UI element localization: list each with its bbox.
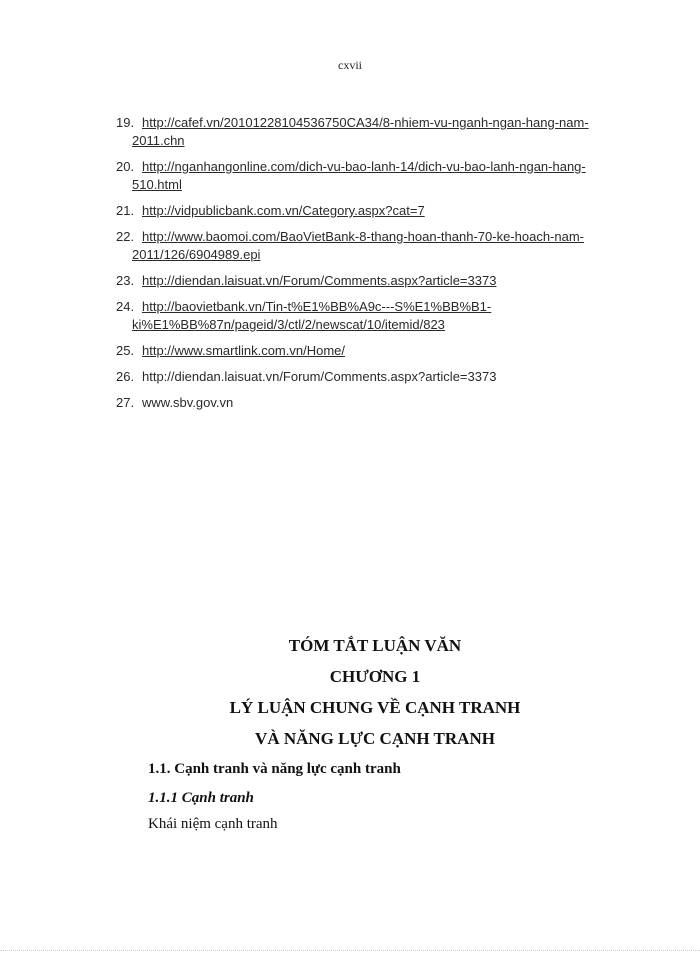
section-1-1-1-heading: 1.1.1 Cạnh tranh <box>148 790 254 806</box>
reference-link[interactable]: http://vidpublicbank.com.vn/Category.aspx?cat=7 <box>142 203 425 218</box>
reference-item <box>116 394 656 412</box>
reference-list <box>116 114 656 420</box>
section-1-1-heading: 1.1. Cạnh tranh và năng lực cạnh tranh <box>148 761 401 777</box>
reference-item <box>116 228 656 264</box>
concept-heading: Khái niệm cạnh tranh <box>148 816 278 832</box>
reference-number: 21. <box>116 203 135 218</box>
reference-link[interactable]: http://www.smartlink.com.vn/Home/ <box>142 343 345 358</box>
reference-link-continued[interactable]: 2011/126/6904989.epi <box>132 247 261 262</box>
reference-link[interactable]: http://www.baomoi.com/BaoVietBank-8-thang-hoan-thanh-70-ke-hoach-nam- <box>142 229 584 244</box>
chapter-heading-line-2: VÀ NĂNG LỰC CẠNH TRANH <box>255 729 495 748</box>
chapter-heading-line-1: LÝ LUẬN CHUNG VỀ CẠNH TRANH <box>229 698 521 717</box>
reference-link[interactable]: http://nganhangonline.com/dich-vu-bao-lanh-14/dich-vu-bao-lanh-ngan-hang- <box>142 159 586 174</box>
reference-link-continued[interactable]: ki%E1%BB%87n/pageid/3/ctl/2/newscat/10/itemid/823 <box>132 317 445 332</box>
reference-number: 20. <box>116 159 135 174</box>
reference-item <box>116 272 656 290</box>
reference-item <box>116 368 656 386</box>
reference-item <box>116 298 656 334</box>
reference-link[interactable]: http://baovietbank.vn/Tin-t%E1%BB%A9c---S%E1%BB%B1- <box>142 299 492 314</box>
reference-number: 27. <box>116 395 135 410</box>
reference-link-continued[interactable]: 2011.chn <box>132 133 185 148</box>
reference-number: 19. <box>116 115 135 130</box>
reference-item <box>116 342 656 360</box>
page-number: cxvii <box>338 58 362 72</box>
summary-title: TÓM TẮT LUẬN VĂN <box>288 636 462 655</box>
reference-number: 26. <box>116 369 135 384</box>
chapter-label: CHƯƠNG 1 <box>329 667 421 686</box>
reference-link-continued[interactable]: 510.html <box>132 177 182 192</box>
reference-text: www.sbv.gov.vn <box>142 395 234 410</box>
reference-item <box>116 158 656 194</box>
summary-headings <box>0 630 700 754</box>
reference-number: 22. <box>116 229 135 244</box>
reference-item <box>116 202 656 220</box>
reference-number: 24. <box>116 299 135 314</box>
reference-text: http://diendan.laisuat.vn/Forum/Comments.aspx?article=3373 <box>142 369 497 384</box>
reference-number: 25. <box>116 343 135 358</box>
page-bottom-divider <box>0 950 700 951</box>
reference-link[interactable]: http://cafef.vn/20101228104536750CA34/8-nhiem-vu-nganh-ngan-hang-nam- <box>142 115 589 130</box>
reference-number: 23. <box>116 273 135 288</box>
reference-link[interactable]: http://diendan.laisuat.vn/Forum/Comments.aspx?article=3373 <box>142 273 497 288</box>
reference-item <box>116 114 656 150</box>
